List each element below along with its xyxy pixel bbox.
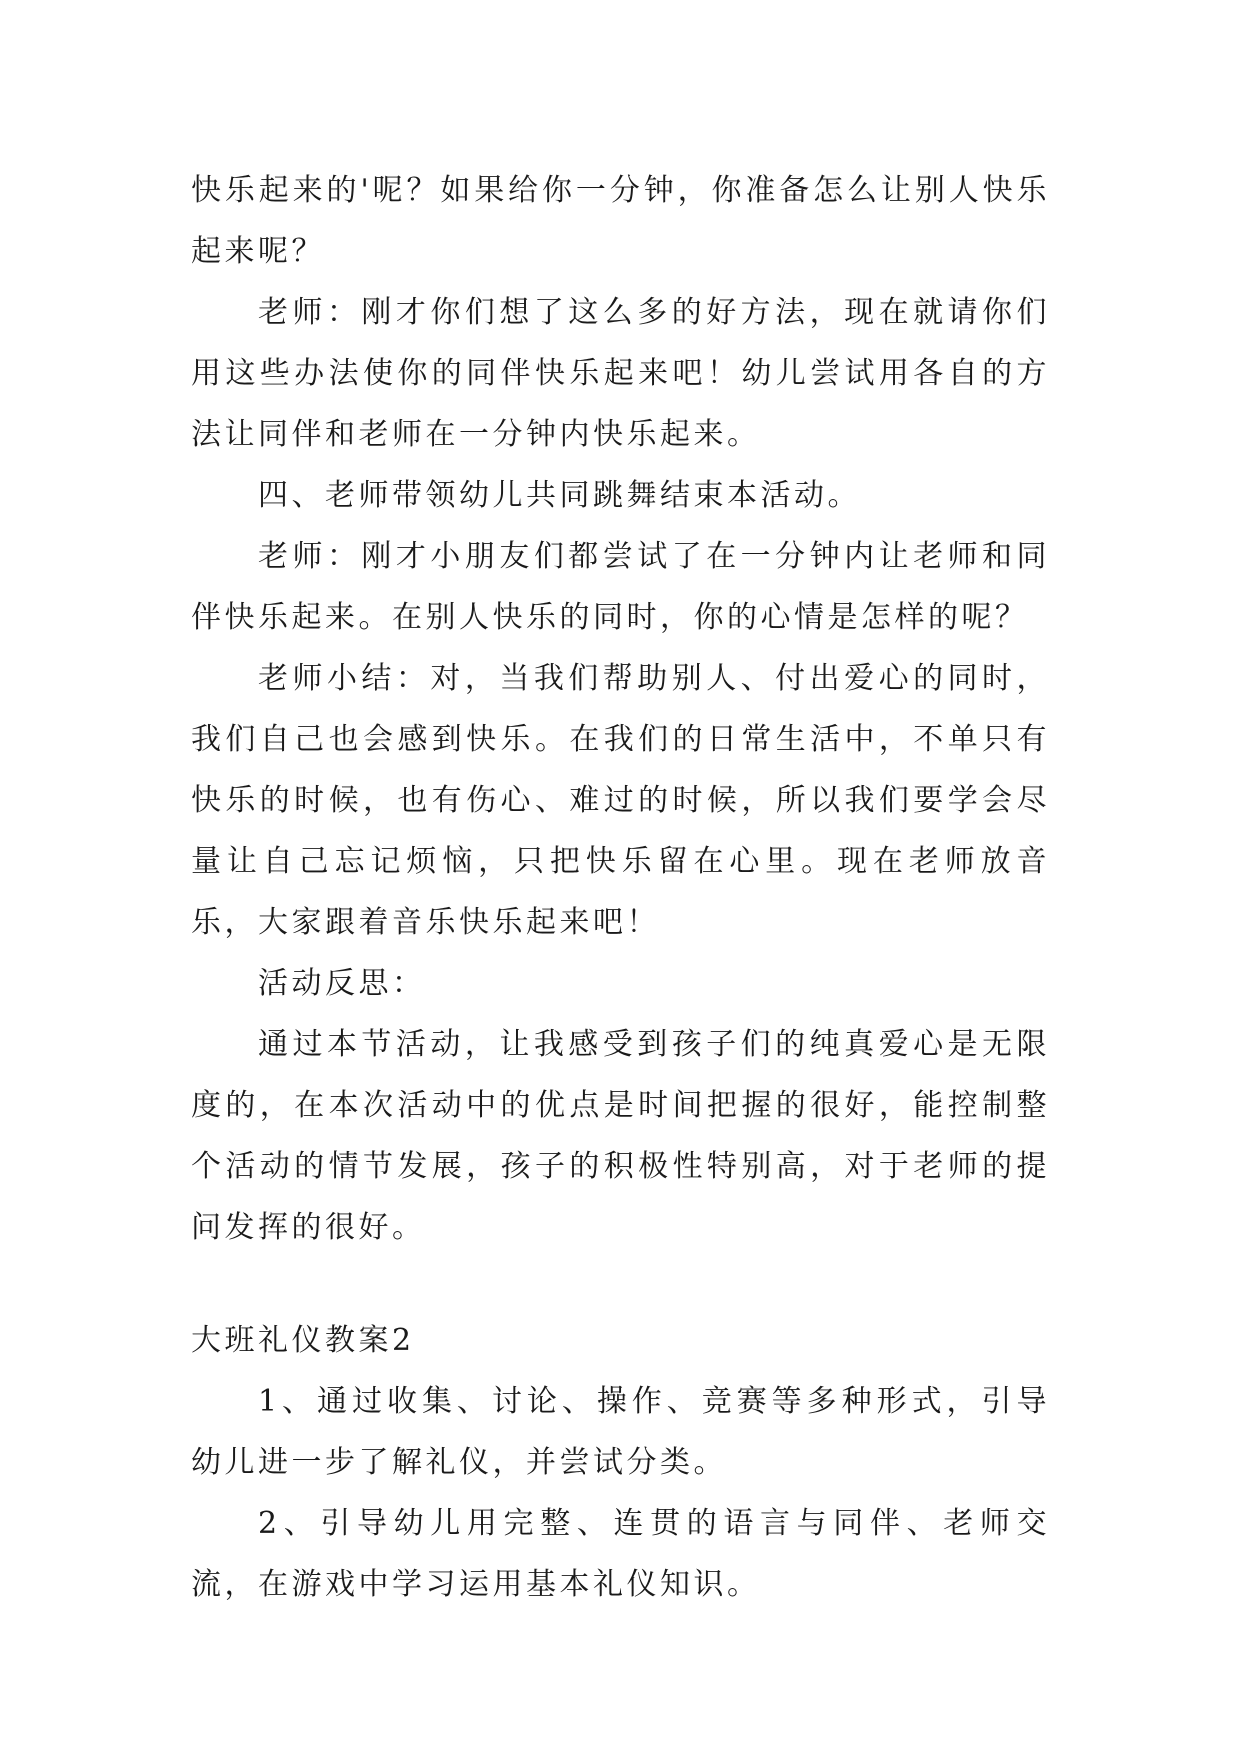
paragraph-teacher-summary: 老师小结：对，当我们帮助别人、付出爱心的同时，我们自己也会感到快乐。在我们的日常生活中，不单只有快乐的时候，也有伤心、难过的时候，所以我们要学会尽量让自己忘记烦恼，只把快乐留在心里。现在老师放音乐，大家跟着音乐快乐起来吧！ (191, 661, 1050, 940)
document-body (191, 160, 1050, 1615)
paragraph-teacher-question: 老师：刚才小朋友们都尝试了在一分钟内让老师和同伴快乐起来。在别人快乐的同时，你的心情是怎样的呢？ (191, 539, 1050, 635)
paragraph-teacher-methods: 老师：刚才你们想了这么多的好方法，现在就请你们用这些办法使你的同伴快乐起来吧！幼儿尝试用各自的方法让同伴和老师在一分钟内快乐起来。 (191, 295, 1050, 452)
paragraph-reflection-body: 通过本节活动，让我感受到孩子们的纯真爱心是无限度的，在本次活动中的优点是时间把握的很好，能控制整个活动的情节发展，孩子的积极性特别高，对于老师的提问发挥的很好。 (191, 1027, 1050, 1245)
paragraph-goal-one: 1、通过收集、讨论、操作、竞赛等多种形式，引导幼儿进一步了解礼仪，并尝试分类。 (191, 1384, 1050, 1480)
section-spacer (191, 1258, 1050, 1310)
paragraph-goal-two: 2、引导幼儿用完整、连贯的语言与同伴、老师交流，在游戏中学习运用基本礼仪知识。 (191, 1506, 1050, 1602)
paragraph-step-four: 四、老师带领幼儿共同跳舞结束本活动。 (258, 478, 861, 513)
section-heading: 大班礼仪教案2 (191, 1323, 415, 1358)
paragraph-reflection-label: 活动反思： (258, 966, 426, 1001)
paragraph-continuation: 快乐起来的'呢？如果给你一分钟，你准备怎么让别人快乐起来呢？ (191, 173, 1050, 269)
